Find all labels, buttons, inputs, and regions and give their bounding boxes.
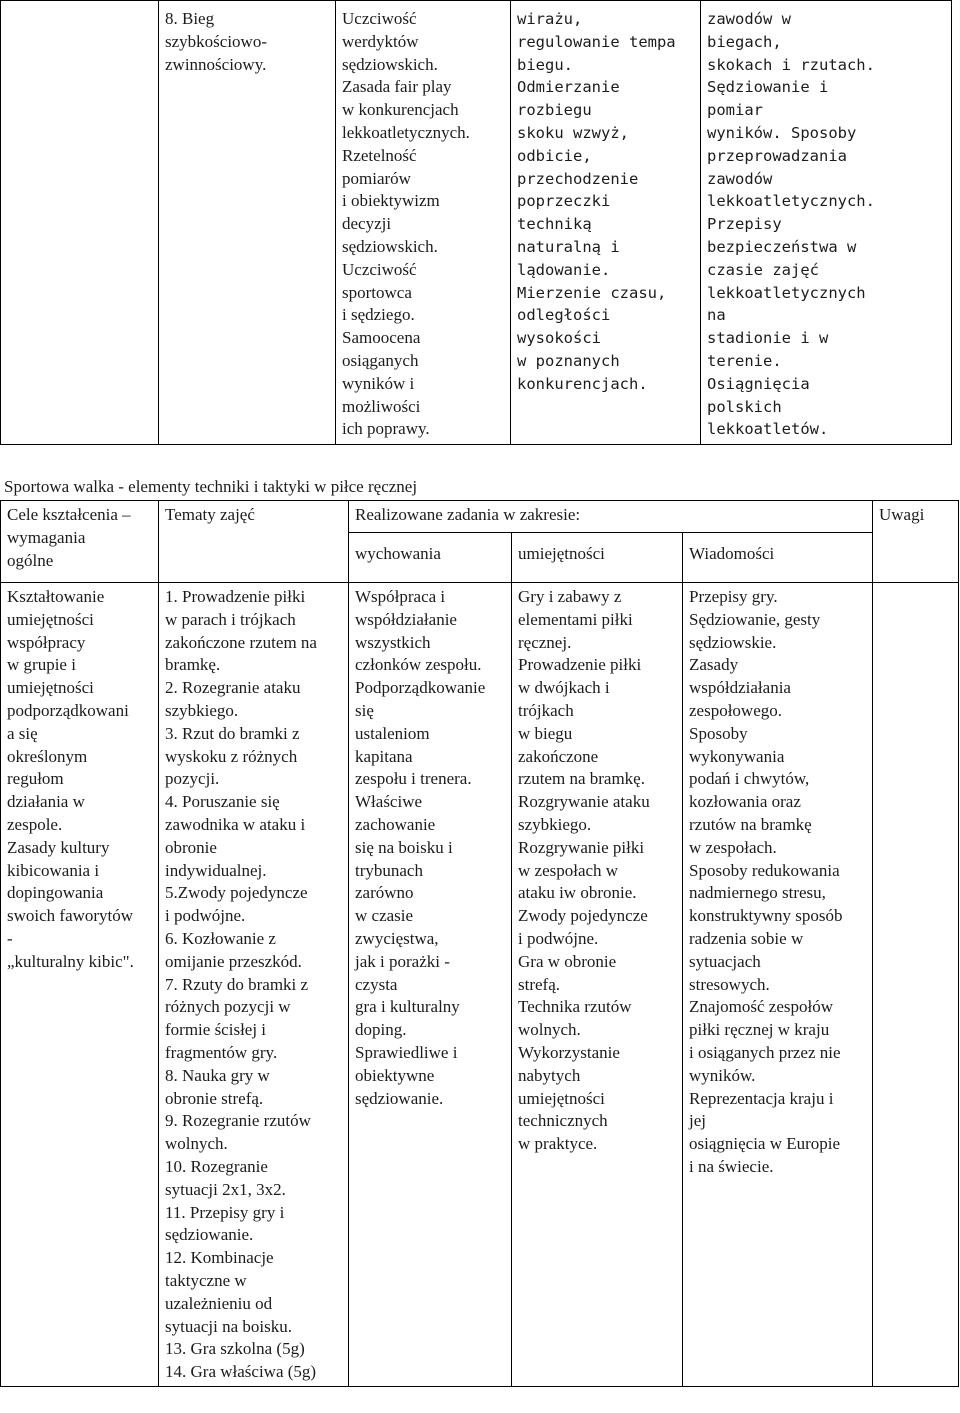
goals-cell: Kształtowanie umiejętności współpracy w grupie i umiejętności podporządkowani a się określonym regułom działania w zespole. Zasady kultury kibicowania i dopingowania swoich faworytów - „kulturalny kibic". bbox=[1, 583, 159, 1387]
skills-tasks: wirażu, regulowanie tempa biegu. Odmierzanie rozbiegu skoku wzwyż, odbicie, przechodzenie poprzeczki techniką naturalną i lądowanie. Mierzenie czasu, odległości wysokości w poznanych konkurencjach. bbox=[517, 10, 676, 393]
header-cell-skills: umiejętności bbox=[512, 533, 683, 583]
header-cell-topics: Tematy zajęć bbox=[159, 501, 349, 583]
upbringing-cell: Współpraca i współdziałanie wszystkich członków zespołu. Podporządkowanie się ustaleniom kapitana zespołu i trenera. Właściwe zachowanie się na boisku i trybunach zarówno w czasie zwycięstwa, jak i porażki - czysta gra i kulturalny doping. Sprawiedliwe i obiektywne sędziowanie. bbox=[349, 583, 512, 1387]
header-cell-upbringing: wychowania bbox=[349, 533, 512, 583]
lesson-topic: 8. Bieg szybkościowo- zwinnościowy. bbox=[165, 9, 267, 74]
table-cell bbox=[336, 1, 511, 445]
header-cell-knowledge: Wiadomości bbox=[683, 533, 873, 583]
notes-cell bbox=[873, 583, 959, 1387]
main-table bbox=[0, 500, 959, 1387]
table-cell bbox=[511, 1, 701, 445]
table-header-row bbox=[1, 501, 959, 533]
header-cell-notes: Uwagi bbox=[873, 501, 959, 583]
knowledge-tasks: zawodów w biegach, skokach i rzutach. Sędziowanie i pomiar wyników. Sposoby przeprowadzania zawodów lekkoatletycznych. Przepisy bezpieczeństwa w czasie zajęć lekkoatletycznych na stadionie i w terenie. Osiągnięcia polskich lekkoatletów. bbox=[707, 10, 875, 439]
table-row bbox=[1, 1, 952, 445]
skills-cell: Gry i zabawy z elementami piłki ręcznej. Prowadzenie piłki w dwójkach i trójkach w biegu zakończone rzutem na bramkę. Rozgrywanie ataku szybkiego. Rozgrywanie piłki w zespołach w ataku iw obronie. Zwody pojedyncze i podwójne. Gra w obronie strefą. Technika rzutów wolnych. Wykorzystanie nabytych umiejętności technicznych w praktyce. bbox=[512, 583, 683, 1387]
table-row bbox=[1, 583, 959, 1387]
table-cell bbox=[1, 1, 159, 445]
table-cell bbox=[701, 1, 952, 445]
header-cell-goals: Cele kształcenia – wymagania ogólne bbox=[1, 501, 159, 583]
table-cell bbox=[159, 1, 336, 445]
header-cell-tasks: Realizowane zadania w zakresie: bbox=[349, 501, 873, 533]
section-title: Sportowa walka - elementy techniki i taktyki w piłce ręcznej bbox=[4, 477, 418, 496]
knowledge-cell: Przepisy gry. Sędziowanie, gesty sędziowskie. Zasady współdziałania zespołowego. Sposoby wykonywania podań i chwytów, kozłowania oraz rzutów na bramkę w zespołach. Sposoby redukowania nadmiernego stresu, konstruktywny sposób radzenia sobie w sytuacjach stresowych. Znajomość zespołów piłki ręcznej w kraju i osiąganych przez nie wyników. Reprezentacja kraju i jej osiągnięcia w Europie i na świecie. bbox=[683, 583, 873, 1387]
top-table bbox=[0, 0, 952, 445]
topics-cell: 1. Prowadzenie piłki w parach i trójkach zakończone rzutem na bramkę. 2. Rozegranie ataku szybkiego. 3. Rzut do bramki z wyskoku z różnych pozycji. 4. Poruszanie się zawodnika w ataku i obronie indywidualnej. 5.Zwody pojedyncze i podwójne. 6. Kozłowanie z omijanie przeszkód. 7. Rzuty do bramki z różnych pozycji w formie ścisłej i fragmentów gry. 8. Nauka gry w obronie strefą. 9. Rozegranie rzutów wolnych. 10. Rozegranie sytuacji 2x1, 3x2. 11. Przepisy gry i sędziowanie. 12. Kombinacje taktyczne w uzależnieniu od sytuacji na boisku. 13. Gra szkolna (5g) 14. Gra właściwa (5g) bbox=[159, 583, 349, 1387]
upbringing-tasks: Uczciwość werdyktów sędziowskich. Zasada fair play w konkurencjach lekkoatletycznych. Rzetelność pomiarów i obiektywizm decyzji sędziowskich. Uczciwość sportowca i sędziego. Samoocena osiąganych wyników i możliwości ich poprawy. bbox=[342, 9, 470, 439]
